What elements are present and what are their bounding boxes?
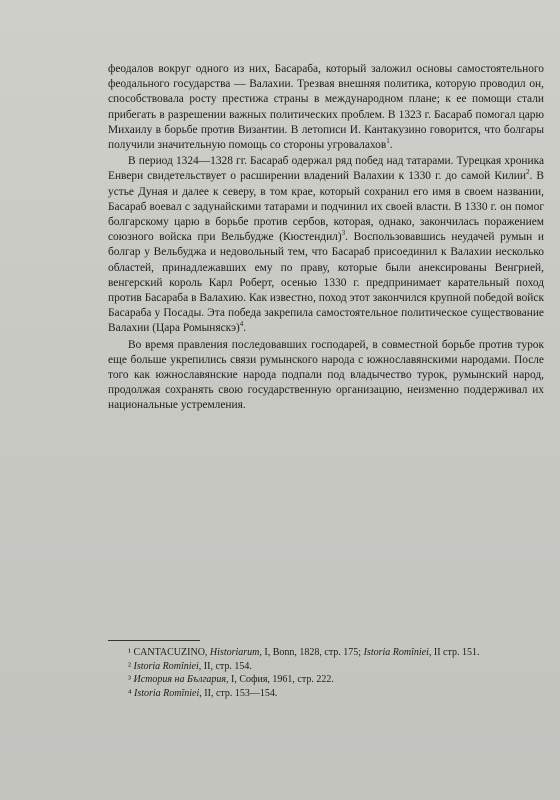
footnote-4 [108, 687, 544, 701]
text-run: . [243, 322, 247, 335]
text-run: , II стр. 151. [428, 647, 480, 658]
text-run: В период 1324—1328 гг. Басараб одержал ряд побед над татарами. Турецкая хроника Енвери свидетельствует о расширении владений Валахии к 1330 г. до самой Килии [108, 155, 544, 183]
text-run: ³ [128, 674, 134, 686]
text-run: Во время правления последовавших господарей, в совместной борьбе против турок еще больше укрепились связи румынского народа с южнославянскими народами. После того как южнославянские народа подпали под владычество турок, румынский народ, продолжая сохранять свою государственную организацию, неизменно поддерживал их национальные устремления. [108, 338, 544, 412]
text-run: , I, София, 1961, стр. 222. [226, 674, 334, 686]
cited-title: Istoria Romîniei [363, 647, 429, 658]
footnote-1 [108, 646, 544, 660]
footnote-ref: 4 [239, 320, 244, 329]
cited-title: Istoria Romîniei [133, 660, 199, 672]
footnote-ref: 3 [341, 229, 346, 238]
text-run: . Воспользовавшись неудачей румын и болгар у Вельбуджа и недовольный тем, что Басараб присоединил к Валахии несколько областей, принадлежавших ему по праву, которые были анексированы Венгрией, венгерский король Карл Роберт, осенью 1330 г. предпринимает карательный поход против Басараба в Валахию. Как известно, поход этот закончился крупной победой войск Басараба у Посады. Эта победа закрепила самостоятельное политическое существование Валахии (Цара Ромыняскэ) [108, 231, 544, 335]
footnotes [108, 646, 544, 700]
footnote-3 [108, 673, 544, 687]
footnote-2 [108, 660, 544, 674]
text-run: . [389, 139, 393, 152]
text-run: феодалов вокруг одного из них, Басараба, который заложил основы самостоятельного феодального государства — Валахии. Трезвая внешняя политика, которую проводил он, способствовала росту престижа страны в международном плане; к ее помощи стали прибегать в разрешении важных политических проблем. В 1323 г. Басараб помогал царю Михаилу в борьбе против Византии. В летописи И. Кантакузино говорится, что болгары получили значительную помощь со стороны угровалахов [108, 63, 544, 152]
footnote-separator [108, 640, 200, 641]
text-run: ² [128, 660, 134, 672]
text-run: , II, стр. 153—154. [199, 687, 278, 699]
text-run: ¹ CANTACUZINO, [128, 647, 210, 658]
footnote-ref: 1 [386, 137, 390, 146]
text-run: . В устье Дуная и далее к северу, в том крае, который сохранил его имя в своем названии, Басараб воевал с задунайскими татарами и подчинил их своей власти. В 1330 г. он помог болгарскому царю в борьбе против сербов, которая, однако, закончилась поражением союзного войска при Вельбудже (Кюстендил) [108, 170, 544, 244]
text-run: , II, стр. 154. [198, 660, 252, 672]
footnote-ref: 2 [525, 168, 530, 177]
text-run: ⁴ [128, 687, 134, 699]
paragraph-1 [108, 62, 544, 153]
cited-title: Historiarum [209, 647, 260, 658]
text-run: , I, Bonn, 1828, стр. 175; [259, 647, 364, 658]
cited-title: Istoria Romîniei [134, 687, 200, 699]
paragraph-2 [108, 154, 544, 336]
main-text [108, 62, 544, 414]
paragraph-3 [108, 338, 544, 414]
cited-title: История на България [133, 674, 226, 686]
